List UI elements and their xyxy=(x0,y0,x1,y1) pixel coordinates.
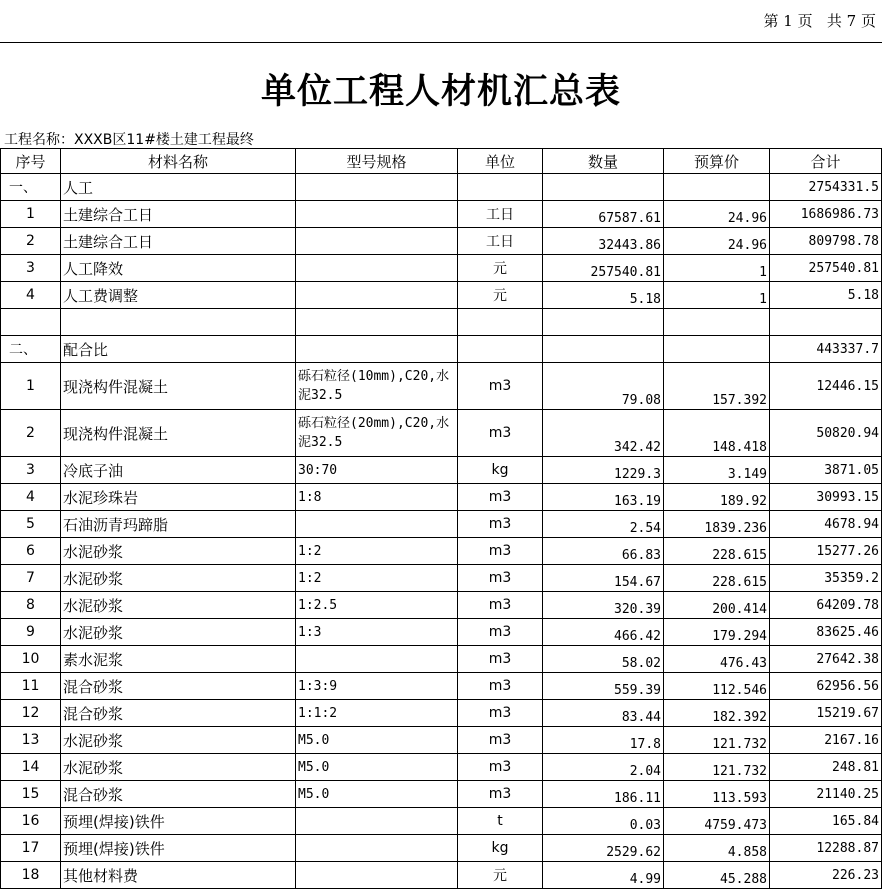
cell-unit: m3 xyxy=(458,781,543,808)
header-no: 序号 xyxy=(1,149,61,174)
cell-no: 7 xyxy=(1,565,61,592)
cell-unit: m3 xyxy=(458,538,543,565)
cell-no: 4 xyxy=(1,282,61,309)
table-row xyxy=(1,363,882,410)
cell-unit: m3 xyxy=(458,619,543,646)
cell-budget-price xyxy=(664,309,770,336)
table-row xyxy=(1,646,882,673)
cell-no: 1 xyxy=(1,363,61,410)
cell-unit: 元 xyxy=(458,862,543,889)
cell-quantity: 342.42 xyxy=(543,410,664,457)
cell-total: 15219.67 xyxy=(770,700,882,727)
table-row xyxy=(1,538,882,565)
table-row xyxy=(1,201,882,228)
cell-material-name: 水泥砂浆 xyxy=(61,727,296,754)
cell-spec xyxy=(296,201,458,228)
cell-budget-price: 200.414 xyxy=(664,592,770,619)
cell-spec: 1:3 xyxy=(296,619,458,646)
cell-total: 165.84 xyxy=(770,808,882,835)
cell-budget-price: 179.294 xyxy=(664,619,770,646)
table-row xyxy=(1,700,882,727)
cell-unit: m3 xyxy=(458,727,543,754)
header-material-name: 材料名称 xyxy=(61,149,296,174)
cell-no: 16 xyxy=(1,808,61,835)
cell-no: 1 xyxy=(1,201,61,228)
cell-material-name: 现浇构件混凝土 xyxy=(61,410,296,457)
cell-unit: m3 xyxy=(458,565,543,592)
cell-total xyxy=(770,309,882,336)
cell-no: 3 xyxy=(1,457,61,484)
cell-no: 2 xyxy=(1,410,61,457)
cell-quantity: 67587.61 xyxy=(543,201,664,228)
cell-budget-price: 148.418 xyxy=(664,410,770,457)
cell-quantity: 186.11 xyxy=(543,781,664,808)
cell-total: 443337.7 xyxy=(770,336,882,363)
cell-total: 3871.05 xyxy=(770,457,882,484)
cell-total: 50820.94 xyxy=(770,410,882,457)
cell-quantity: 58.02 xyxy=(543,646,664,673)
cell-material-name: 冷底子油 xyxy=(61,457,296,484)
cell-spec xyxy=(296,282,458,309)
cell-spec xyxy=(296,309,458,336)
table-row xyxy=(1,592,882,619)
document-title: 单位工程人材机汇总表 xyxy=(260,71,621,112)
cell-total: 248.81 xyxy=(770,754,882,781)
cell-spec: 砾石粒径(20mm),C20,水泥32.5 xyxy=(296,410,458,457)
page-counter: 第 1 页 共 7 页 xyxy=(763,12,876,30)
cell-budget-price: 45.288 xyxy=(664,862,770,889)
cell-unit: m3 xyxy=(458,673,543,700)
cell-no: 3 xyxy=(1,255,61,282)
cell-spec: 1:2 xyxy=(296,538,458,565)
cell-no: 18 xyxy=(1,862,61,889)
cell-quantity: 320.39 xyxy=(543,592,664,619)
header-rule xyxy=(0,42,882,43)
cell-quantity: 2.04 xyxy=(543,754,664,781)
cell-unit xyxy=(458,309,543,336)
table-row xyxy=(1,565,882,592)
cell-quantity: 1229.3 xyxy=(543,457,664,484)
cell-spec: M5.0 xyxy=(296,781,458,808)
cell-material-name: 水泥珍珠岩 xyxy=(61,484,296,511)
cell-no: 6 xyxy=(1,538,61,565)
cell-total: 2754331.5 xyxy=(770,174,882,201)
cell-quantity: 5.18 xyxy=(543,282,664,309)
table-row xyxy=(1,228,882,255)
cell-material-name: 土建综合工日 xyxy=(61,228,296,255)
table-header-row xyxy=(1,149,882,174)
cell-unit: m3 xyxy=(458,484,543,511)
cell-material-name: 混合砂浆 xyxy=(61,673,296,700)
cell-quantity: 154.67 xyxy=(543,565,664,592)
cell-budget-price: 24.96 xyxy=(664,228,770,255)
cell-unit: 元 xyxy=(458,255,543,282)
cell-material-name: 预埋(焊接)铁件 xyxy=(61,808,296,835)
table-row xyxy=(1,727,882,754)
cell-spec xyxy=(296,808,458,835)
cell-total: 2167.16 xyxy=(770,727,882,754)
table-row xyxy=(1,174,882,201)
cell-no: 10 xyxy=(1,646,61,673)
cell-total: 15277.26 xyxy=(770,538,882,565)
table-row xyxy=(1,410,882,457)
table-row xyxy=(1,255,882,282)
cell-budget-price xyxy=(664,336,770,363)
cell-budget-price: 1 xyxy=(664,255,770,282)
table-row xyxy=(1,862,882,889)
cell-quantity: 66.83 xyxy=(543,538,664,565)
cell-no: 17 xyxy=(1,835,61,862)
cell-budget-price: 3.149 xyxy=(664,457,770,484)
cell-material-name: 水泥砂浆 xyxy=(61,754,296,781)
cell-unit: m3 xyxy=(458,592,543,619)
cell-unit xyxy=(458,336,543,363)
cell-budget-price: 476.43 xyxy=(664,646,770,673)
cell-no: 8 xyxy=(1,592,61,619)
cell-spec xyxy=(296,255,458,282)
cell-quantity: 163.19 xyxy=(543,484,664,511)
cell-total: 809798.78 xyxy=(770,228,882,255)
cell-material-name: 水泥砂浆 xyxy=(61,592,296,619)
cell-budget-price: 121.732 xyxy=(664,727,770,754)
cell-total: 1686986.73 xyxy=(770,201,882,228)
table-row xyxy=(1,511,882,538)
cell-budget-price: 182.392 xyxy=(664,700,770,727)
cell-budget-price: 189.92 xyxy=(664,484,770,511)
cell-no: 2 xyxy=(1,228,61,255)
cell-material-name: 素水泥浆 xyxy=(61,646,296,673)
cell-total: 62956.56 xyxy=(770,673,882,700)
cell-unit: kg xyxy=(458,835,543,862)
cell-no: 14 xyxy=(1,754,61,781)
cell-total: 5.18 xyxy=(770,282,882,309)
cell-spec xyxy=(296,835,458,862)
header-quantity: 数量 xyxy=(543,149,664,174)
cell-material-name: 其他材料费 xyxy=(61,862,296,889)
cell-material-name: 人工费调整 xyxy=(61,282,296,309)
cell-total: 30993.15 xyxy=(770,484,882,511)
cell-material-name: 水泥砂浆 xyxy=(61,619,296,646)
cell-quantity: 83.44 xyxy=(543,700,664,727)
cell-unit: 工日 xyxy=(458,201,543,228)
cell-material-name: 水泥砂浆 xyxy=(61,538,296,565)
cell-total: 12288.87 xyxy=(770,835,882,862)
cell-spec: 1:3:9 xyxy=(296,673,458,700)
cell-material-name: 石油沥青玛蹄脂 xyxy=(61,511,296,538)
cell-budget-price: 1 xyxy=(664,282,770,309)
cell-no: 13 xyxy=(1,727,61,754)
table-row xyxy=(1,835,882,862)
cell-material-name: 水泥砂浆 xyxy=(61,565,296,592)
cell-spec: 1:2.5 xyxy=(296,592,458,619)
cell-unit: t xyxy=(458,808,543,835)
cell-no: 15 xyxy=(1,781,61,808)
cell-spec: 1:1:2 xyxy=(296,700,458,727)
cell-material-name: 配合比 xyxy=(61,336,296,363)
summary-table xyxy=(0,148,882,889)
cell-quantity xyxy=(543,309,664,336)
table-row xyxy=(1,457,882,484)
cell-total: 4678.94 xyxy=(770,511,882,538)
cell-unit: m3 xyxy=(458,511,543,538)
cell-material-name: 人工 xyxy=(61,174,296,201)
cell-spec: M5.0 xyxy=(296,727,458,754)
table-row xyxy=(1,673,882,700)
cell-quantity: 2529.62 xyxy=(543,835,664,862)
cell-unit: 元 xyxy=(458,282,543,309)
cell-no: 5 xyxy=(1,511,61,538)
cell-unit xyxy=(458,174,543,201)
table-row xyxy=(1,282,882,309)
cell-unit: m3 xyxy=(458,754,543,781)
cell-total: 35359.2 xyxy=(770,565,882,592)
cell-material-name xyxy=(61,309,296,336)
cell-no: 11 xyxy=(1,673,61,700)
table-row xyxy=(1,619,882,646)
cell-quantity: 257540.81 xyxy=(543,255,664,282)
cell-spec xyxy=(296,174,458,201)
cell-no: 12 xyxy=(1,700,61,727)
header-unit: 单位 xyxy=(458,149,543,174)
table-row xyxy=(1,754,882,781)
cell-budget-price xyxy=(664,174,770,201)
cell-budget-price: 121.732 xyxy=(664,754,770,781)
cell-no: 9 xyxy=(1,619,61,646)
cell-unit: m3 xyxy=(458,646,543,673)
cell-total: 83625.46 xyxy=(770,619,882,646)
cell-spec xyxy=(296,862,458,889)
cell-spec: 30:70 xyxy=(296,457,458,484)
cell-budget-price: 112.546 xyxy=(664,673,770,700)
cell-no: 二、 xyxy=(1,336,61,363)
project-name-line: 工程名称：XXXB区11#楼土建工程最终 xyxy=(4,132,254,148)
cell-spec: M5.0 xyxy=(296,754,458,781)
cell-material-name: 混合砂浆 xyxy=(61,700,296,727)
cell-no: 4 xyxy=(1,484,61,511)
cell-material-name: 预埋(焊接)铁件 xyxy=(61,835,296,862)
cell-budget-price: 113.593 xyxy=(664,781,770,808)
cell-unit: kg xyxy=(458,457,543,484)
table-row xyxy=(1,808,882,835)
table-row xyxy=(1,484,882,511)
cell-quantity: 559.39 xyxy=(543,673,664,700)
cell-unit: m3 xyxy=(458,700,543,727)
cell-spec: 1:8 xyxy=(296,484,458,511)
cell-budget-price: 157.392 xyxy=(664,363,770,410)
cell-material-name: 土建综合工日 xyxy=(61,201,296,228)
cell-budget-price: 228.615 xyxy=(664,565,770,592)
cell-total: 226.23 xyxy=(770,862,882,889)
cell-no: 一、 xyxy=(1,174,61,201)
cell-quantity: 32443.86 xyxy=(543,228,664,255)
cell-quantity: 466.42 xyxy=(543,619,664,646)
cell-spec xyxy=(296,228,458,255)
cell-quantity: 4.99 xyxy=(543,862,664,889)
cell-quantity: 79.08 xyxy=(543,363,664,410)
cell-quantity xyxy=(543,174,664,201)
cell-spec xyxy=(296,646,458,673)
cell-unit: 工日 xyxy=(458,228,543,255)
cell-budget-price: 4.858 xyxy=(664,835,770,862)
cell-spec: 1:2 xyxy=(296,565,458,592)
cell-no xyxy=(1,309,61,336)
cell-budget-price: 228.615 xyxy=(664,538,770,565)
header-total: 合计 xyxy=(770,149,882,174)
cell-unit: m3 xyxy=(458,410,543,457)
summary-table-wrapper xyxy=(0,148,882,889)
cell-spec xyxy=(296,511,458,538)
cell-material-name: 混合砂浆 xyxy=(61,781,296,808)
cell-total: 12446.15 xyxy=(770,363,882,410)
cell-budget-price: 1839.236 xyxy=(664,511,770,538)
cell-spec: 砾石粒径(10mm),C20,水泥32.5 xyxy=(296,363,458,410)
cell-quantity: 17.8 xyxy=(543,727,664,754)
cell-budget-price: 24.96 xyxy=(664,201,770,228)
cell-quantity xyxy=(543,336,664,363)
header-budget-price: 预算价 xyxy=(664,149,770,174)
cell-spec xyxy=(296,336,458,363)
cell-total: 257540.81 xyxy=(770,255,882,282)
cell-material-name: 现浇构件混凝土 xyxy=(61,363,296,410)
table-row xyxy=(1,781,882,808)
table-row xyxy=(1,336,882,363)
cell-total: 21140.25 xyxy=(770,781,882,808)
cell-total: 64209.78 xyxy=(770,592,882,619)
cell-material-name: 人工降效 xyxy=(61,255,296,282)
table-row xyxy=(1,309,882,336)
cell-budget-price: 4759.473 xyxy=(664,808,770,835)
cell-quantity: 2.54 xyxy=(543,511,664,538)
cell-unit: m3 xyxy=(458,363,543,410)
header-spec: 型号规格 xyxy=(296,149,458,174)
cell-quantity: 0.03 xyxy=(543,808,664,835)
table-body xyxy=(1,174,882,889)
cell-total: 27642.38 xyxy=(770,646,882,673)
